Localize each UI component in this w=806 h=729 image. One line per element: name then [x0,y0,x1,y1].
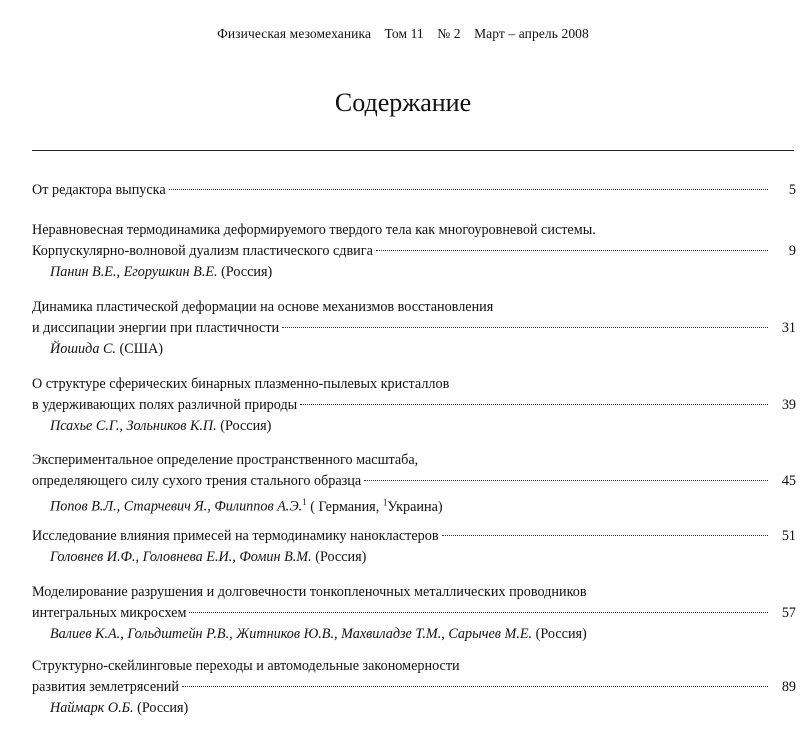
toc-entry-title: О структуре сферических бинарных плазменно-пылевых кристаллов [32,376,450,392]
toc-entry-title: интегральных микросхем [32,605,187,621]
toc-entry-lastline [32,603,796,624]
toc-entry-authors [32,339,796,360]
country-ukraine: Украина) [387,498,443,515]
volume-number: Том 11 [384,26,424,41]
toc-entry[interactable] [32,656,796,719]
toc-entry-title: Корпускулярно-волновой дуализм пластического сдвига [32,243,373,259]
country-germany: ( Германия, [310,498,380,515]
author-names: Наймарк О.Б. [50,700,134,716]
author-country: (Россия) [220,418,272,434]
toc-entry-authors [32,624,796,645]
author-country: (Россия) [315,549,367,565]
toc-entry[interactable] [32,220,796,283]
issue-date: Март – апрель 2008 [474,26,589,41]
page-number: 5 [788,182,796,198]
toc-entry-title: и диссипации энергии при пластичности [32,320,280,336]
author-names: Йошида С. [50,341,116,357]
leader-dots [169,189,768,190]
page-number: 57 [781,605,796,621]
author-country: (Россия) [535,626,587,642]
page-number: 51 [781,528,796,544]
toc-entry-title: Неравновесная термодинамика деформируемого твердого тела как многоуровневой системы. [32,222,596,238]
toc-entry-title: От редактора выпуска [32,182,166,198]
leader-dots [442,535,768,536]
toc-entry-title: в удерживающих полях различной природы [32,397,298,413]
leader-dots [300,404,768,405]
toc-entry-lastline [32,471,796,492]
author-country: (Россия) [221,264,273,280]
author-names: Попов В.Л., Старчевич Я., Филиппов А.Э. [50,498,303,515]
leader-dots [364,480,768,481]
toc-entry-title: Структурно-скейлинговые переходы и автомодельные закономерности [32,658,460,674]
toc-entry[interactable] [32,297,796,360]
toc-entry-lastline [32,677,796,698]
page-number: 31 [781,320,796,336]
author-country: (США) [119,341,164,357]
toc-entry-title: развития землетрясений [32,679,179,695]
page-number: 9 [788,243,796,259]
author-country: (Россия) [137,700,189,716]
toc-entry-lastline [32,180,796,201]
toc-entry-title: определяющего силу сухого трения стального образца [32,473,362,489]
toc-entry-title: Динамика пластической деформации на основе механизмов восстановления [32,299,494,315]
page-number: 39 [781,397,796,413]
toc-entry-authors [32,492,796,518]
leader-dots [376,250,768,251]
running-header [0,26,806,42]
toc-entry[interactable] [32,374,796,437]
author-names: Панин В.Е., Егорушкин В.Е. [50,264,218,280]
author-names: Псахье С.Г., Зольников К.П. [50,418,217,434]
title-divider [32,150,794,151]
toc-entry-authors [32,416,796,437]
toc-entry-authors [32,262,796,283]
leader-dots [189,612,768,613]
journal-name: Физическая мезомеханика [217,26,372,41]
toc-entry-title: Моделирование разрушения и долговечности тонкопленочных металлических проводников [32,584,587,600]
toc-entry[interactable] [32,582,796,645]
toc-entry-authors [32,547,796,568]
page-number: 45 [781,473,796,489]
toc-entry-authors [32,698,796,719]
affiliation-mark: 1 [382,497,388,507]
author-names: Валиев К.А., Гольдштейн Р.В., Житников Ю.В., Махвиладзе Т.М., Сарычев М.Е. [50,626,533,642]
leader-dots [182,686,768,687]
leader-dots [282,327,768,328]
toc-entry-lastline [32,318,796,339]
author-country [310,499,442,515]
page-number: 89 [781,679,796,695]
affiliation-mark: 1 [302,497,307,507]
toc-entry[interactable] [32,180,796,201]
toc-entry[interactable] [32,450,796,518]
author-names: Головнев И.Ф., Головнева Е.И., Фомин В.М. [50,549,312,565]
issue-number: № 2 [437,26,461,41]
toc-entry-title: Исследование влияния примесей на термодинамику нанокластеров [32,528,439,544]
toc-entry-lastline [32,395,796,416]
toc-entry[interactable] [32,526,796,568]
toc-entry-lastline [32,526,796,547]
toc-entry-title: Экспериментальное определение пространственного масштаба, [32,452,419,468]
toc-entry-lastline [32,241,796,262]
page-title: Содержание [334,88,472,117]
